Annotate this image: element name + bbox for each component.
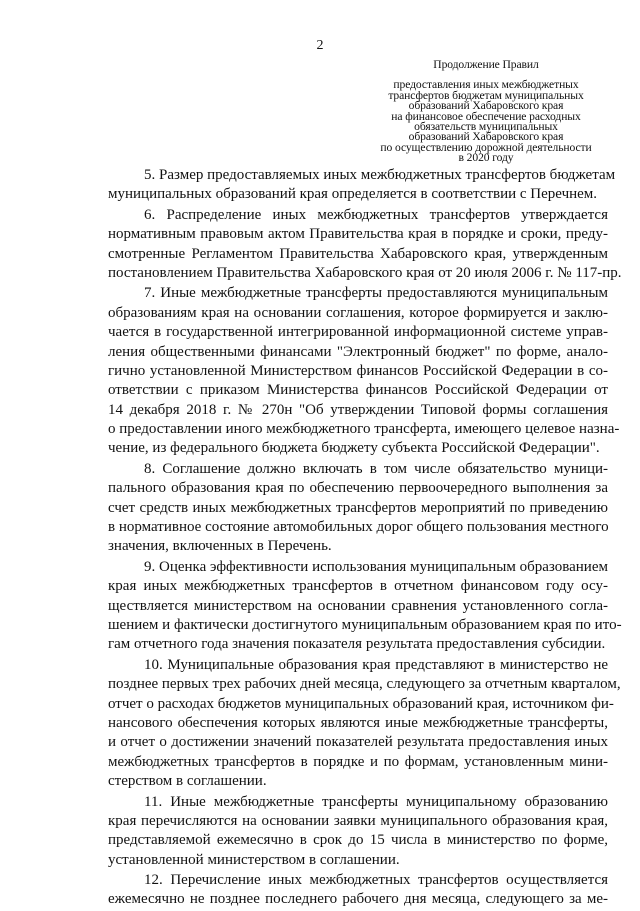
paragraph-6 bbox=[108, 206, 622, 284]
text-line: 11. Иные межбюджетные трансферты муниципальному образованию bbox=[144, 793, 608, 810]
header-line: в 2020 году bbox=[458, 151, 514, 165]
header-line: предоставления иных межбюджетных bbox=[393, 78, 579, 92]
text-line: гам отчетного года значения показателя результата предоставления субсидии. bbox=[108, 636, 606, 653]
paragraph-7 bbox=[108, 284, 620, 459]
text-line: 6. Распределение иных межбюджетных трансфертов утверждается bbox=[144, 206, 608, 223]
text-line: шением и фактически достигнутого муниципальным образованием края по ито- bbox=[108, 616, 622, 633]
header-line: образований Хабаровского края bbox=[408, 99, 564, 113]
document-body bbox=[108, 166, 622, 911]
text-line: края иных межбюджетных трансфертов в отчетном финансовом году осу- bbox=[108, 578, 608, 595]
text-line: позднее первых трех рабочих дней месяца, следующего за отчетным кварталом, bbox=[108, 676, 621, 693]
header-line: образований Хабаровского края bbox=[408, 130, 564, 144]
text-line: о предоставлении иного межбюджетного трансферта, имеющего целевое назна- bbox=[108, 421, 620, 438]
text-line: смотренные Регламентом Правительства Хабаровского края, утвержденным bbox=[108, 245, 608, 262]
header-line: по осуществлению дорожной деятельности bbox=[380, 140, 592, 154]
paragraph-11 bbox=[108, 793, 608, 871]
text-line: ществляется министерством на основании сравнения установленного согла- bbox=[108, 597, 608, 614]
text-line: муниципальных образований края определяется в соответствии с Перечнем. bbox=[108, 186, 598, 203]
text-line: и отчет о достижении значений показателей результата предоставления иных bbox=[108, 734, 608, 751]
text-line: 12. Перечисление иных межбюджетных трансфертов осуществляется bbox=[144, 872, 608, 889]
paragraph-9 bbox=[108, 558, 622, 655]
text-line: ежемесячно не позднее последнего рабочего дня месяца, следующего за ме- bbox=[108, 891, 608, 908]
text-line: нормативным правовым актом Правительства края в порядке и сроки, преду- bbox=[108, 226, 608, 243]
text-line: края перечисляются на основании заявки муниципального образования края, bbox=[108, 812, 608, 829]
paragraph-8 bbox=[108, 460, 608, 557]
text-line: 10. Муниципальные образования края представляют в министерство не bbox=[144, 656, 608, 673]
document-header bbox=[368, 60, 604, 164]
text-line: 8. Соглашение должно включать в том числе обязательство муници- bbox=[144, 460, 608, 477]
text-line: нансового обеспечения которых являются иные межбюджетные трансферты, bbox=[108, 714, 608, 731]
text-line: чение, из федерального бюджета бюджету субъекта Российской Федерации". bbox=[108, 440, 600, 457]
text-line: представляемой ежемесячно в срок до 15 числа в министерство по форме, bbox=[108, 832, 608, 849]
header-line: трансфертов бюджетам муниципальных bbox=[388, 88, 584, 102]
text-line: 7. Иные межбюджетные трансферты предоставляются муниципальным bbox=[144, 285, 608, 302]
text-line: чается в государственной интегрированной информационной системе управ- bbox=[108, 324, 608, 341]
text-line: в нормативное состояние автомобильных дорог общего пользования местного bbox=[108, 519, 609, 536]
text-line: счет средств иных межбюджетных трансфертов мероприятий по приведению bbox=[108, 499, 608, 516]
text-line: постановлением Правительства Хабаровского края от 20 июля 2006 г. № 117-пр. bbox=[108, 264, 622, 281]
header-continuation: Продолжение Правил bbox=[433, 58, 539, 71]
text-line: межбюджетных трансфертов в порядке и по формам, установленным мини- bbox=[108, 753, 608, 770]
text-line: пального образования края по обеспечению первоочередного выполнения за bbox=[108, 480, 608, 497]
text-line: ления общественными финансами "Электронный бюджет" по форме, анало- bbox=[108, 343, 608, 360]
text-line: 5. Размер предоставляемых иных межбюджетных трансфертов бюджетам bbox=[144, 167, 616, 183]
header-line: на финансовое обеспечение расходных bbox=[391, 109, 581, 123]
text-line: гично установленной Министерством финансов Российской Федерации в со- bbox=[108, 362, 608, 379]
text-line: стерством в соглашении. bbox=[108, 773, 267, 790]
paragraph-10 bbox=[108, 656, 621, 792]
text-line: ответствии с приказом Министерства финансов Российской Федерации от bbox=[108, 382, 608, 399]
text-line: значения, включенных в Перечень. bbox=[108, 538, 332, 555]
paragraph-5 bbox=[108, 166, 616, 205]
header-line: обязательств муниципальных bbox=[414, 120, 558, 134]
text-line: 14 декабря 2018 г. № 270н "Об утверждении Типовой формы соглашения bbox=[108, 401, 608, 418]
text-line: отчет о расходах бюджетов муниципальных образований края, источником фи- bbox=[108, 695, 614, 712]
page-number: 2 bbox=[316, 38, 324, 53]
text-line: установленной министерством в соглашении. bbox=[108, 851, 400, 868]
paragraph-12 bbox=[108, 871, 608, 910]
text-line: образованиям края на основании соглашения, которое формируется и заклю- bbox=[108, 304, 608, 321]
text-line: 9. Оценка эффективности использования муниципальным образованием bbox=[144, 558, 608, 575]
